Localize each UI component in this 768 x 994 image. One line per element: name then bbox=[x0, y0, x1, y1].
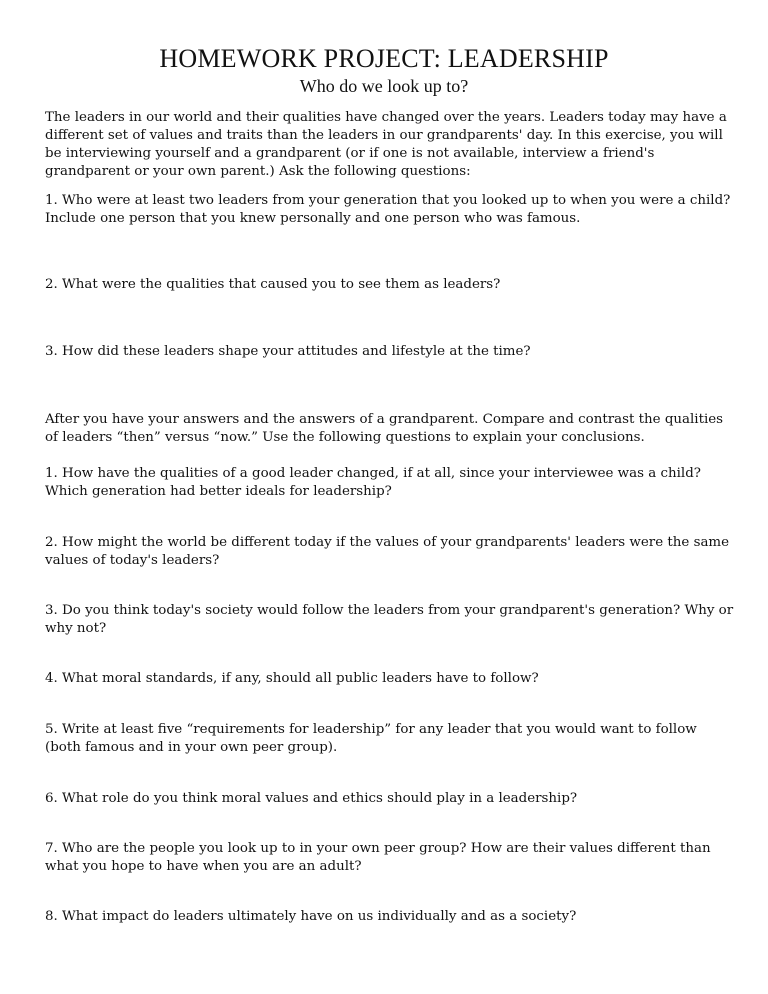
conclusion-question-5: 5. Write at least five “requirements for leadership” for any leader that you would want to follow (both famous and in your own peer group). bbox=[45, 722, 697, 755]
conclusion-question-7: 7. Who are the people you look up to in your own peer group? How are their values different than what you hope to have when you are an adult? bbox=[45, 841, 711, 874]
page-title: HOMEWORK PROJECT: LEADERSHIP bbox=[159, 44, 609, 73]
conclusion-question-2: 2. How might the world be different today if the values of your grandparents' leaders were the same values of today's leaders? bbox=[45, 535, 730, 568]
interview-question-2: 2. What were the qualities that caused you to see them as leaders? bbox=[45, 277, 501, 292]
interview-question-3: 3. How did these leaders shape your attitudes and lifestyle at the time? bbox=[45, 344, 531, 359]
conclusion-question-3: 3. Do you think today's society would follow the leaders from your grandparent's generation? Why or why not? bbox=[45, 603, 734, 636]
conclusion-question-8: 8. What impact do leaders ultimately have on us individually and as a society? bbox=[45, 909, 577, 924]
page-subtitle: Who do we look up to? bbox=[299, 76, 469, 96]
conclusion-question-4: 4. What moral standards, if any, should all public leaders have to follow? bbox=[45, 671, 539, 686]
transition-paragraph: After you have your answers and the answers of a grandparent. Compare and contrast the qualities of leaders “then” versus “now.” Use the following questions to explain your conclusions. bbox=[45, 412, 724, 445]
interview-question-1: 1. Who were at least two leaders from your generation that you looked up to when you were a child? Include one person that you knew personally and one person who was famous. bbox=[45, 193, 731, 226]
intro-paragraph: The leaders in our world and their qualities have changed over the years. Leaders today may have a different set of values and traits than the leaders in our grandparents' day. In this exercise, you will be interviewing yourself and a grandparent (or if one is not available, interview a friend's grandparent or your own parent.) Ask the following questions: bbox=[45, 110, 727, 179]
conclusion-question-6: 6. What role do you think moral values and ethics should play in a leadership? bbox=[45, 791, 578, 806]
conclusion-question-1: 1. How have the qualities of a good leader changed, if at all, since your interviewee was a child? Which generation had better ideals for leadership? bbox=[45, 466, 701, 499]
